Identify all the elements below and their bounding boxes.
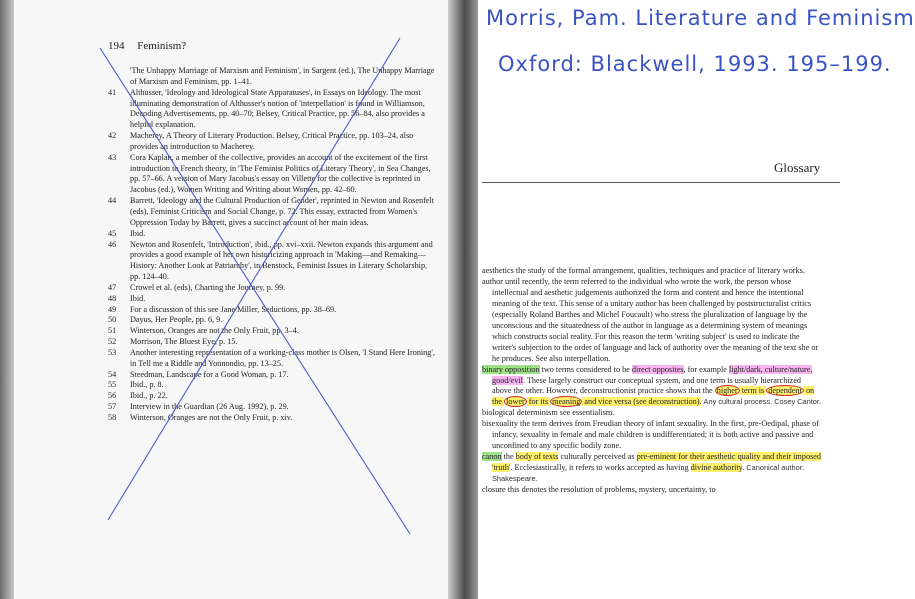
entry-term: canon [482, 452, 502, 462]
endnote-number: 53 [108, 347, 117, 357]
entry-term: biological determinism [482, 408, 558, 418]
typed-annotation: Any cultural process. [703, 397, 773, 407]
glossary-entry-author [482, 277, 822, 365]
entry-term: author [482, 276, 503, 286]
endnote-text: Dayus, Her People, pp. 6, 9. [130, 315, 223, 325]
endnote-number: 55 [108, 380, 117, 390]
entry-term: bisexuality [482, 419, 518, 429]
yellow-highlight: pre-eminent for their aesthetic quality and their imposed 'truth' [492, 452, 822, 473]
entry-text: . [742, 463, 745, 473]
entry-term: closure [482, 485, 506, 495]
endnote-number: 58 [108, 413, 117, 422]
endnote-text: Barrett, 'Ideology and the Cultural Production of Gender', reprinted in Newton and Rosenfelt (eds), Feminist Criticism and Social Change, p. 72. This essay, extracted from Women's Oppression Today by Barrett, gives a succinct account of her main ideas. [130, 196, 434, 227]
glossary-entry-closure [482, 485, 822, 496]
glossary-entries [482, 266, 822, 496]
endnote-number: 49 [108, 304, 117, 314]
endnote-number: 48 [108, 293, 117, 303]
entry-term: aesthetics [482, 266, 514, 275]
yellow-highlight: term is [739, 386, 767, 396]
pink-highlight: direct opposites [631, 364, 684, 374]
endnote-number: 43 [108, 152, 117, 162]
endnote-text: Macherey, A Theory of Literary Production. Belsey, Critical Practice, pp. 103–24, also provides an introduction to Macherey. [130, 131, 414, 151]
endnote-number: 52 [108, 337, 117, 347]
endnote-number: 44 [108, 196, 117, 206]
endnote-number: 56 [108, 391, 117, 401]
typed-annotation: Canonical author: Shakespeare. [492, 463, 805, 484]
handwritten-citation-line-2: Oxford: Blackwell, 1993. 195–199. [498, 52, 892, 76]
endnote-number: 42 [108, 131, 117, 141]
endnote-number: 57 [108, 402, 117, 412]
endnote-text: Althusser, 'Ideology and Ideological State Apparatuses', in Essays on Ideology. The most illuminating demonstration of Althusser's notion of 'interpellation' is found in Williamson, Decoding Advertisements, pp. 40–70; Belsey, Critical Practice, pp. 56–84, also provides a helpful explanation. [130, 87, 425, 130]
circled-word: higher [716, 386, 738, 396]
entry-text: , for example [683, 364, 729, 374]
cross-stroke-down [100, 48, 410, 534]
yellow-highlight: and vice versa (see deconstruction). [582, 397, 702, 407]
handwritten-citation-line-1: Morris, Pam. Literature and Feminism [486, 6, 915, 30]
endnote-number: 54 [108, 369, 117, 379]
entry-text: the [503, 452, 516, 462]
yellow-highlight: body of texts [515, 452, 559, 462]
endnote-number: 45 [108, 228, 117, 238]
endnote-number: 51 [108, 326, 117, 336]
endnote-text: 'The Unhappy Marriage of Marxism and Feminism', in Sargent (ed.), The Unhappy Marriage of Marxism and Feminism, pp. 1–41. [130, 66, 435, 86]
entry-body: this denotes the resolution of problems, mystery, uncertainty, to [507, 485, 716, 495]
page-number: 194 [108, 40, 125, 52]
circled-word: lower [506, 397, 525, 407]
endnote-text: For a discussion of this see Jane Miller, Seductions, pp. 38–69. [130, 304, 337, 314]
typed-annotation: Cosey Cantor. [774, 397, 822, 407]
endnote-text: Ibid. [130, 293, 146, 303]
entry-body: the term derives from Freudian theory of infant sexuality. In the first, pre-Oedipal, phase of infancy, sexuality in female and male children is undifferentiated; it is both active and passive and unconfined to any specific bodily zone. [492, 419, 819, 451]
entry-text: two terms considered to be [541, 364, 632, 374]
entry-text: . Ecclesiastically, it refers to works accepted as having [510, 463, 691, 473]
endnote-text: Ibid. [130, 228, 146, 238]
entry-body: see essentialism. [559, 408, 615, 418]
glossary-entry-binary-opposition [482, 365, 822, 409]
glossary-entry-canon [482, 452, 822, 485]
circled-word: meaning [552, 397, 581, 407]
endnote-text: Steedman, Landscape for a Good Woman, p. 17. [130, 369, 289, 379]
entry-body: until recently, the term referred to the individual who wrote the work, the person whose intellectual and aesthetic judgements authorized the form and content and hence the intentional meaning of the text. This sense of a unitary author has been challenged by poststructuralist critics (especially Roland Barthes and Michel Foucault) who stress the pluralization of language by the unconscious and the situatedness of the author in language as a determining system of meanings which constructs social reality. For this reason the term 'writing subject' is used to indicate the writer's subjection to the order of language and lack of authority over the meaning of the text she or he produces. See also interpellation. [492, 276, 819, 363]
entry-body: the study of the formal arrangement, qualities, techniques and practice of literary works. [515, 266, 805, 275]
glossary-entry-biological-determinism [482, 408, 822, 419]
endnote-text: Another interesting representation of a working-class mother is Olsen, 'I Stand Here Ironing', in Tell me a Riddle and Yonnondio, pp. 13–25. [130, 347, 435, 368]
glossary-entry-bisexuality [482, 419, 822, 452]
endnote-text: Newton and Rosenfelt, 'Introduction', ibid., pp. xvi–xxii. Newton expands this argument and provides a good example of her own historicizing approach in 'Making—and Remaking—History: Another Look at Patriarchy', in Benstock, Feminist Issues in Literary Scholarship, pp. 124–40. [130, 239, 433, 282]
yellow-highlight: divine authority [690, 463, 743, 473]
endnote-number: 47 [108, 282, 117, 292]
endnote-text: Winterson, Oranges are not the Only Fruit, p. xiv. [130, 413, 293, 422]
glossary-title: Glossary [774, 160, 821, 175]
entry-text: culturally perceived as [558, 452, 637, 462]
entry-text: . These largely construct our conceptual system, and one term is usually hierarchized above the other. However, deconstructionist practice shows that the [492, 375, 801, 396]
endnote-text: Winterson, Oranges are not the Only Fruit, pp. 3–4. [130, 326, 299, 336]
endnote-text: Cora Kaplan, a member of the collective, provides an account of the excitement of the first introduction to French theory, in 'The Feminist Politics of Literary Theory', in Sea Changes, pp. 57–66. A version of Mary Jacobus's essay on Villette for the collective is reprinted in Jacobus (ed.), Women Writing and Writing about Women, pp. 42–60. [130, 152, 431, 195]
header-rule [482, 182, 840, 183]
endnote-number: 50 [108, 315, 117, 325]
entry-term: binary opposition [482, 364, 540, 374]
glossary-entry-aesthetics [482, 266, 822, 277]
pink-highlight: light/dark, culture/nature, good/evil [492, 364, 813, 385]
endnote-text: Morrison, The Bluest Eye, p. 15. [130, 337, 238, 347]
circled-word: dependent [768, 386, 802, 396]
endnote-text: Ibid., p. 8. [130, 380, 164, 390]
cross-stroke-up [108, 38, 400, 520]
endnote-text: Ibid., p. 22. [130, 391, 168, 401]
yellow-highlight: for its [526, 397, 551, 407]
endnote-number: 46 [108, 239, 117, 249]
endnote-number: 41 [108, 87, 117, 97]
endnote-text: Crowel et al. (eds), Charting the Journey, p. 99. [130, 282, 286, 292]
yellow-highlight: on the [492, 386, 815, 407]
running-head-title: Feminism? [137, 40, 187, 52]
endnote-text: Interview in the Guardian (26 Aug. 1992), p. 29. [130, 402, 289, 412]
